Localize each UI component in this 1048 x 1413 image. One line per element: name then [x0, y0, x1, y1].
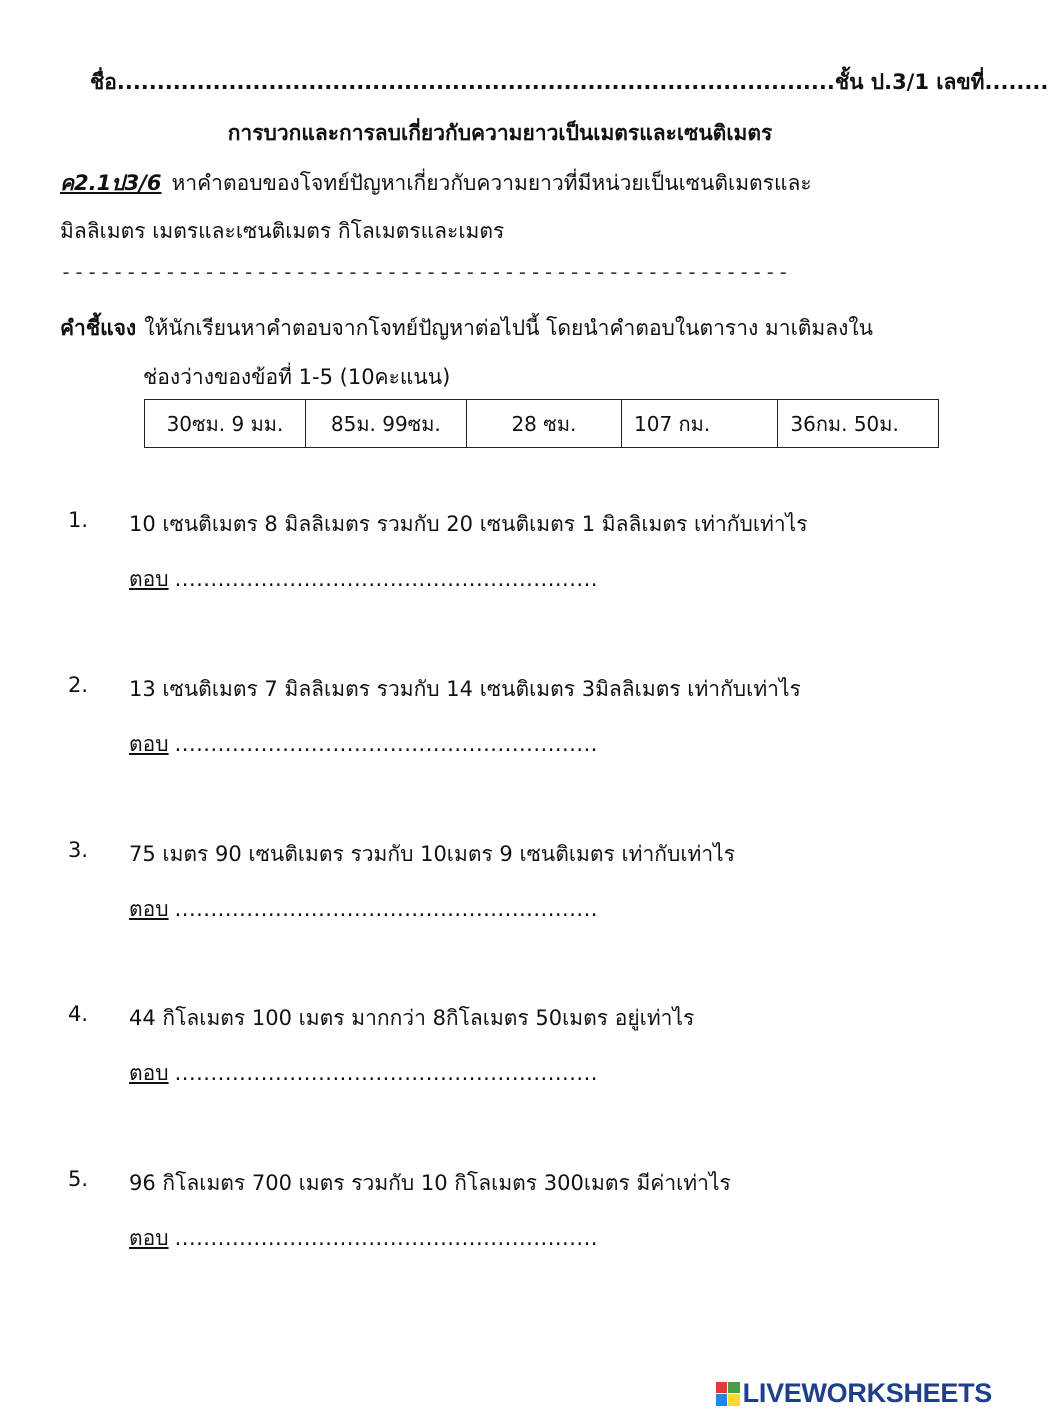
question-1-answer	[129, 563, 598, 596]
logo-badge-icon	[716, 1382, 740, 1406]
indicator-code: ค2.1ป3/6	[60, 171, 162, 195]
instructions-line-1	[60, 312, 873, 345]
student-name-field: ชื่อ..........................................................................................	[90, 70, 835, 94]
question-2-number: 2.	[68, 673, 89, 697]
question-1-number: 1.	[68, 508, 89, 532]
indicator-text-2: มิลลิเมตร เมตรและเซนติเมตร กิโลเมตรและเมตร	[60, 219, 505, 243]
question-3-answer	[129, 893, 598, 926]
liveworksheets-logo[interactable]	[716, 1378, 992, 1409]
worksheet-title: การบวกและการลบเกี่ยวกับความยาวเป็นเมตรและเซนติเมตร	[227, 121, 773, 145]
question-4-text: 44 กิโลเมตร 100 เมตร มากกว่า 8กิโลเมตร 50เมตร อยู่เท่าไร	[129, 1006, 695, 1030]
answer-label: ตอบ	[129, 1061, 169, 1085]
question-4-answer	[129, 1057, 598, 1090]
logo-badge-square	[716, 1382, 728, 1394]
question-5-answer	[129, 1222, 598, 1255]
logo-text: LIVEWORKSHEETS	[742, 1378, 992, 1408]
instructions-text-1: ให้นักเรียนหาคำตอบจากโจทย์ปัญหาต่อไปนี้ โดยนำคำตอบในตาราง มาเติมลงใน	[144, 316, 873, 340]
answer-label: ตอบ	[129, 732, 169, 756]
answer-label: ตอบ	[129, 567, 169, 591]
header-line	[90, 66, 1048, 99]
question-2-answer	[129, 728, 598, 761]
instructions-text-2: ช่องว่างของข้อที่ 1-5 (10คะแนน)	[143, 365, 451, 389]
logo-badge-square	[728, 1382, 740, 1394]
logo-badge-square	[716, 1394, 728, 1406]
answer-bank-cell: 36กม. 50ม.	[778, 400, 939, 448]
class-number-field: ชั้น ป.3/1 เลขที่........	[834, 70, 1048, 94]
answer-input[interactable]: ...........................................................	[174, 1226, 598, 1250]
question-5-number: 5.	[68, 1167, 89, 1191]
answer-input[interactable]: ...........................................................	[174, 1061, 598, 1085]
divider: --------------------------------------------------------	[60, 260, 791, 284]
answer-bank-row	[145, 400, 939, 448]
answer-bank-cell: 85ม. 99ซม.	[305, 400, 466, 448]
answer-input[interactable]: ...........................................................	[174, 897, 598, 921]
answer-label: ตอบ	[129, 897, 169, 921]
question-2-text: 13 เซนติเมตร 7 มิลลิเมตร รวมกับ 14 เซนติเมตร 3มิลลิเมตร เท่ากับเท่าไร	[129, 677, 801, 701]
indicator-text-1: หาคำตอบของโจทย์ปัญหาเกี่ยวกับความยาวที่มีหน่วยเป็นเซนติเมตรและ	[171, 171, 812, 195]
question-4-number: 4.	[68, 1002, 89, 1026]
answer-bank-cell: 107 กม.	[622, 400, 778, 448]
answer-bank-table	[144, 399, 939, 448]
question-3-number: 3.	[68, 838, 89, 862]
indicator-line-1	[60, 167, 812, 200]
answer-input[interactable]: ...........................................................	[174, 567, 598, 591]
logo-badge-square	[728, 1394, 740, 1406]
question-1-text: 10 เซนติเมตร 8 มิลลิเมตร รวมกับ 20 เซนติเมตร 1 มิลลิเมตร เท่ากับเท่าไร	[129, 512, 808, 536]
question-3-text: 75 เมตร 90 เซนติเมตร รวมกับ 10เมตร 9 เซนติเมตร เท่ากับเท่าไร	[129, 842, 735, 866]
answer-bank-cell: 30ซม. 9 มม.	[145, 400, 306, 448]
answer-label: ตอบ	[129, 1226, 169, 1250]
answer-input[interactable]: ...........................................................	[174, 732, 598, 756]
instructions-label: คำชี้แจง	[60, 316, 137, 340]
question-5-text: 96 กิโลเมตร 700 เมตร รวมกับ 10 กิโลเมตร 300เมตร มีค่าเท่าไร	[129, 1171, 731, 1195]
answer-bank-cell: 28 ซม.	[466, 400, 621, 448]
